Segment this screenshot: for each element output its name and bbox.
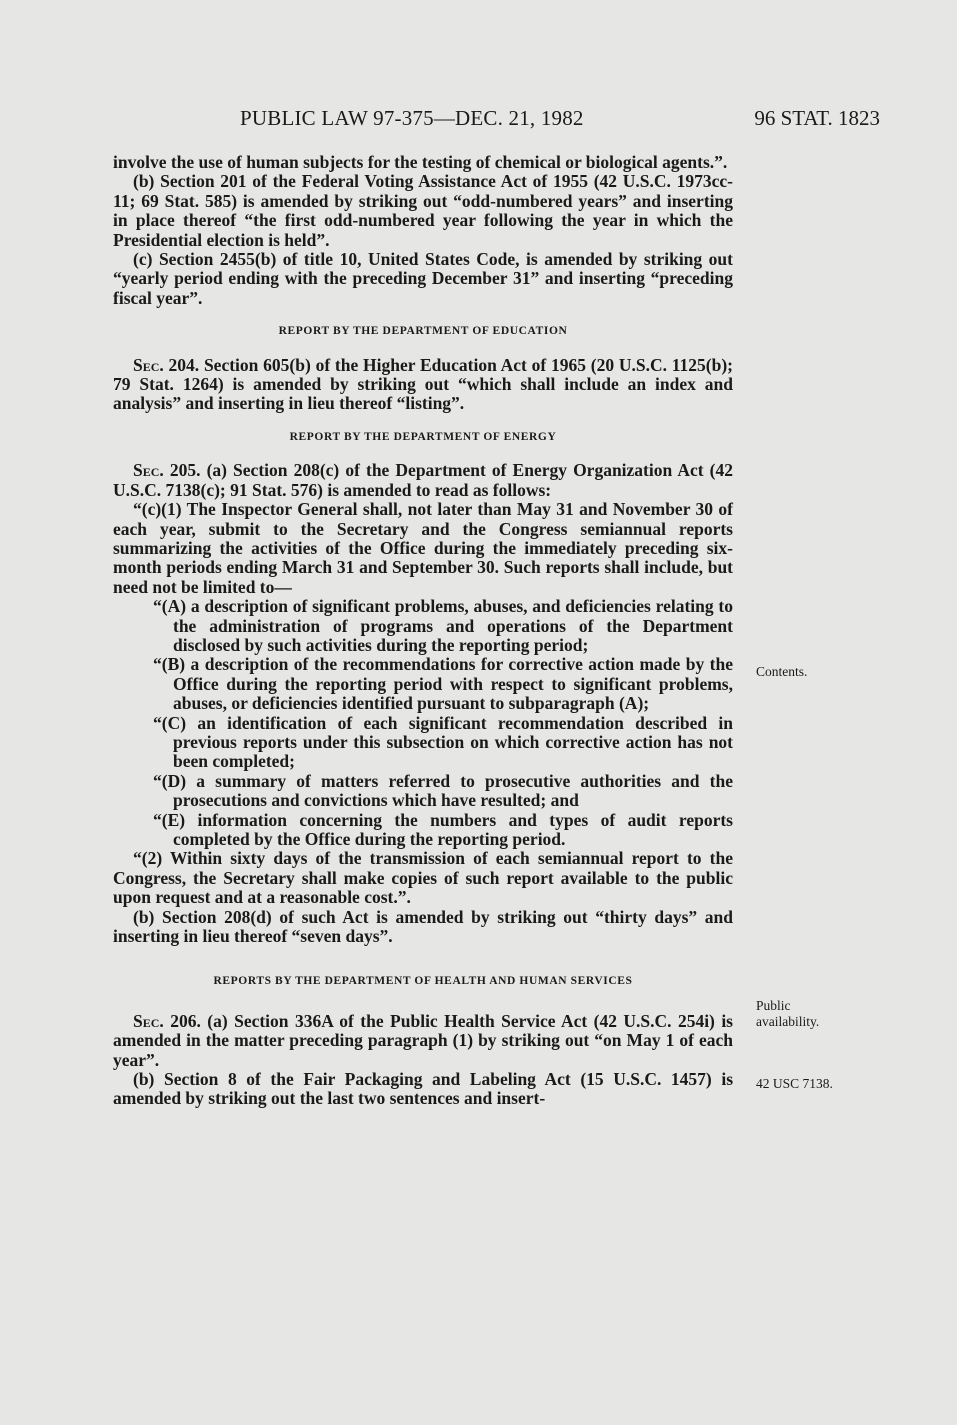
sec-label: Sec. — [133, 354, 164, 375]
subparagraph-e: “(E) information concerning the numbers and types of audit reports completed by the Office during the reporting period. — [153, 809, 733, 849]
paragraph-text: 204. Section 605(b) of the Higher Education Act of 1965 (20 U.S.C. 1125(b); 79 Stat. 1264) is amended by striking out “which shall include an index and analysis” and inserting in lieu thereof “listing”. — [113, 354, 733, 414]
margin-note-line: Public — [756, 998, 791, 1013]
running-title: PUBLIC LAW 97-375—DEC. 21, 1982 — [240, 106, 584, 130]
paragraph-sec-205a — [113, 461, 733, 500]
sec-label: Sec. — [133, 460, 164, 481]
margin-note-usc-citation: 42 USC 7138. — [756, 1076, 833, 1091]
paragraph-sec-203c: (c) Section 2455(b) of title 10, United States Code, is amended by striking out “yearly period ending with the preceding December 31” and inserting “preceding fiscal year”. — [113, 249, 733, 308]
paragraph-sec-206b: (b) Section 8 of the Fair Packaging and Labeling Act (15 U.S.C. 1457) is amended by striking out the last two sentences and insert- — [113, 1069, 733, 1109]
subparagraph-b: “(B) a description of the recommendations for corrective action made by the Office during the reporting period with respect to significant problems, abuses, or deficiencies identified pursuant to subparagraph (A); — [153, 654, 733, 714]
main-text-column — [113, 153, 733, 1109]
page-header — [240, 106, 880, 136]
paragraph-sec-203b: (b) Section 201 of the Federal Voting Assistance Act of 1955 (42 U.S.C. 1973cc-11; 69 Stat. 585) is amended by striking out “odd-numbered years” and inserting in place thereof “the first odd-numbered year following the year in which the Presidential election is held”. — [113, 171, 733, 250]
section-heading-health: REPORTS BY THE DEPARTMENT OF HEALTH AND HUMAN SERVICES — [213, 975, 633, 988]
paragraph-text: 206. (a) Section 336A of the Public Health Service Act (42 U.S.C. 254i) is amended in the matter preceding paragraph (1) by striking out “on May 1 of each year”. — [113, 1010, 733, 1070]
subparagraph-a: “(A) a description of significant problems, abuses, and deficiencies relating to the administration of programs and operations of the Department disclosed by such activities during the reporting period; — [153, 596, 733, 655]
section-heading-energy: REPORT BY THE DEPARTMENT OF ENERGY — [289, 430, 557, 443]
paragraph-continuation: involve the use of human subjects for the testing of chemical or biological agents.”. — [113, 152, 728, 172]
paragraph-c2: “(2) Within sixty days of the transmission of each semiannual report to the Congress, the Secretary shall make copies of such report available to the public upon request and at a reasonable cost.”. — [113, 848, 733, 908]
subparagraph-d: “(D) a summary of matters referred to prosecutive authorities and the prosecutions and convictions which have resulted; and — [153, 770, 733, 811]
margin-note-contents: Contents. — [756, 664, 808, 679]
section-heading-education: REPORT BY THE DEPARTMENT OF EDUCATION — [278, 325, 568, 338]
statute-page-number: 96 STAT. 1823 — [754, 106, 880, 130]
paragraph-c1: “(c)(1) The Inspector General shall, not later than May 31 and November 30 of each year, submit to the Secretary and the Congress semiannual reports summarizing the activities of the Office during the immediately preceding six-month periods ending March 31 and September 30. Such reports shall include, but need not be limited to— — [113, 499, 733, 597]
paragraph-sec-205b: (b) Section 208(d) of such Act is amended by striking out “thirty days” and inserting in lieu thereof “seven days”. — [113, 906, 733, 947]
sec-label: Sec. — [133, 1010, 164, 1031]
margin-note-line: availability. — [756, 1014, 820, 1029]
paragraph-sec-206a — [113, 1012, 733, 1070]
subparagraph-c: “(C) an identification of each significant recommendation described in previous reports under this subsection on which corrective action has not been completed; — [153, 712, 733, 772]
paragraph-sec-204 — [113, 356, 733, 414]
paragraph-text: 205. (a) Section 208(c) of the Department of Energy Organization Act (42 U.S.C. 7138(c); 91 Stat. 576) is amended to read as follows: — [113, 460, 733, 500]
margin-note-public-availability — [756, 998, 819, 1030]
